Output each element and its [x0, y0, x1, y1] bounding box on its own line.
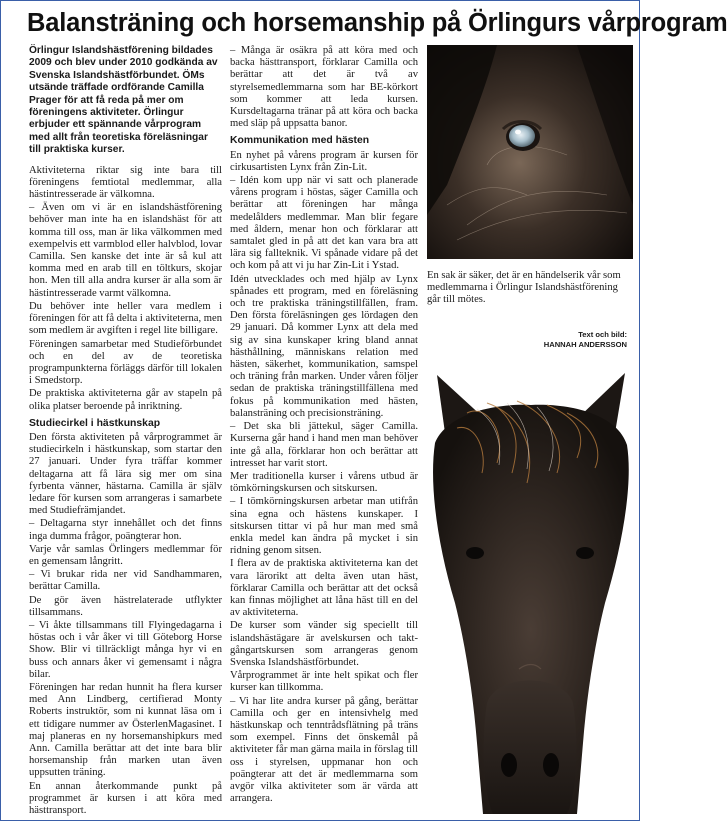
photo-credit	[427, 330, 627, 350]
paragraph: Föreningen har redan hunnit ha flera kurser med Ann Lindberg, certifierad Monty Roberts instruktör, som ni kunnat läsa om i ett tidigare nummer av ÖsterlenMagasinet. I maj planeras en ny horsemanshipkurs med Ann. Camilla berättar att det inte bara blir horsemanship från marken utan även uppsutten träning.	[29, 681, 222, 779]
article-headline: Balansträning och horsemanship på Örlingurs vårprogram	[27, 9, 728, 37]
photo-caption: En sak är säker, det är en händelserik vår som medlemmarna i Örlingur Islandshästförening går till mötes.	[427, 270, 621, 306]
column-1	[29, 45, 222, 818]
paragraph: De praktiska aktiviteterna går av stapeln på olika platser beroende på inriktning.	[29, 388, 222, 412]
paragraph: – Vi åkte tillsammans till Flyingedagarna i höstas och i vår åker vi till Göteborg Horse Show. Blir vi tillräckligt många hyr vi en buss och annars åker vi gemensamt i några bilar.	[29, 619, 222, 680]
paragraph: En nyhet på vårens program är kursen för cirkusartisten Lynx från Zin-Lit.	[230, 149, 418, 173]
subheading: Studiecirkel i hästkunskap	[29, 417, 161, 429]
paragraph: – Vi brukar rida ner vid Sandhammaren, berättar Camilla.	[29, 569, 222, 593]
paragraph: Idén utvecklades och med hjälp av Lynx spånades ett program, med en föreläsning och tre praktiska träningstillfällen, fram. Den första föreläsningen ges lördagen den 29 januari. Då kommer Lynx att dela med sig av sina kunskaper kring bland annat hästhållning, människans relation med hästen, säkerhet, kommunikation, samspel och träning från marken. Under våren följer sedan de praktiska träningstillfällena med fokus på kommunikation med hästen, balansträning och precisionsträning.	[230, 273, 418, 419]
paragraph: Den första aktiviteten på vårprogrammet är studiecirkeln i hästkunskap, som startar den 27 januari. Under fyra träffar kommer deltagarna att få lära sig mer om sina fyrbenta vänner, hästarna. Camilla är själv ledare för kursen som arrangeras i samarbete med Studiefrämjandet.	[29, 431, 222, 517]
paragraph: De kurser som vänder sig speciellt till islandshästägare är avelskursen och takt- gångartskursen som arrangeras genom Svenska Islandshästförbundet.	[230, 620, 418, 668]
paragraph: – Det ska bli jättekul, säger Camilla. Kurserna går hand i hand men man behöver inte gå alla, förklarar hon och berättar att intresset har varit stort.	[230, 421, 418, 469]
horse-eye-photo	[427, 45, 633, 259]
article-lead: Örlingur Islandshästförening bildades 2009 och blev under 2010 godkända av Svenska Islandshästförbundet. ÖMs utsände träffade ordförande Camilla Prager för att få reda på mer om föreningens aktiviteter. Örlingur erbjuder ett spännande vårprogram med allt från teoretiska föreläsningar till praktiska kurser.	[29, 45, 218, 156]
paragraph: Föreningen samarbetar med Studieförbundet och en del av de teoretiska programpunkterna förläggs därför till lokalen i Smedstorp.	[29, 338, 222, 387]
subheading: Kommunikation med hästen	[230, 135, 370, 147]
paragraph: I flera av de praktiska aktiviteterna kan det vara lärorikt att delta även utan häst, förklarar Camilla och berättar att det också kan finnas möjlighet att låna häst till en del av aktiviteterna.	[230, 558, 418, 619]
paragraph: Du behöver inte heller vara medlem i föreningen för att få delta i aktiviteterna, men som medlem är avgiften i regel lite billigare.	[29, 300, 222, 337]
credit-label: Text och bild:	[578, 330, 627, 339]
paragraph: – Även om vi är en islandshästförening behöver man inte ha en islandshäst för att komma till oss, man är lika välkommen med exempelvis ett varmblod eller halvblod, lovar Camilla. Sen kanske det inte är så kul att komma med en arab till en töltkurs, skojar hon. Men till alla andra kurser är alla som är hästintresserade varmt välkomna.	[29, 202, 222, 299]
horse-eye-illustration	[427, 45, 633, 259]
paragraph: Mer traditionella kurser i vårens utbud är tömkörningskursen och sitskursen.	[230, 470, 418, 495]
paragraph: – Vi har lite andra kurser på gång, berättar Camilla och ger en intensivhelg med hästkunskap och tenntrådsflätning på träns som exempel. Finns det önskemål på aktiviteter får man gärna maila in förslag till oss i styrelsen, uppmanar hon och poängterar att det är medlemmarna som avgör vilka aktiviteter som är värda att arrangera.	[230, 695, 418, 805]
paragraph: De gör även hästrelaterade utflykter tillsammans.	[29, 594, 222, 618]
horse-portrait-illustration	[427, 373, 633, 814]
paragraph: En annan återkommande punkt på programmet är kursen i att köra med hästtransport.	[29, 780, 222, 817]
paragraph: Vårprogrammet är inte helt spikat och fler kurser kan tillkomma.	[230, 670, 418, 694]
paragraph: – I tömkörningskursen arbetar man utifrån sina egna och hästens kunskaper. I sitskursen tittar vi på hur man med små enkla medel kan ändra på mycket i sin ridning genom sitsen.	[230, 496, 418, 557]
paragraph: – Idén kom upp när vi satt och planerade vårens program i höstas, säger Camilla och berättar att föreningen har många medelålders medlemmar. Man blir fegare med åldern, menar hon och förklarar att samtalet gled in på att det kan vara bra att lära sig fallteknik. Vi spånade vidare på det och kom på att vi ju har Zin-Lit i Ystad.	[230, 175, 418, 272]
column-2	[230, 45, 418, 806]
paragraph: Aktiviteterna riktar sig inte bara till föreningens femtiotal medlemmar, alla hästintresserade är välkomna.	[29, 164, 222, 201]
credit-name: HANNAH ANDERSSON	[543, 340, 627, 349]
horse-portrait-photo	[427, 373, 633, 814]
paragraph: Varje vår samlas Örlingers medlemmar för en gemensam långritt.	[29, 543, 222, 567]
paragraph: – Deltagarna styr innehållet och det finns inga dumma frågor, poängterar hon.	[29, 518, 222, 542]
paragraph: – Många är osäkra på att köra med och backa hästtransport, förklarar Camilla och berättar att det är två av styrelsemedlemmarna som har BE-körkort som kommer att leda kursen. Kursdeltagarna tränar på att köra och backa med släp på uppsatta banor.	[230, 45, 418, 130]
